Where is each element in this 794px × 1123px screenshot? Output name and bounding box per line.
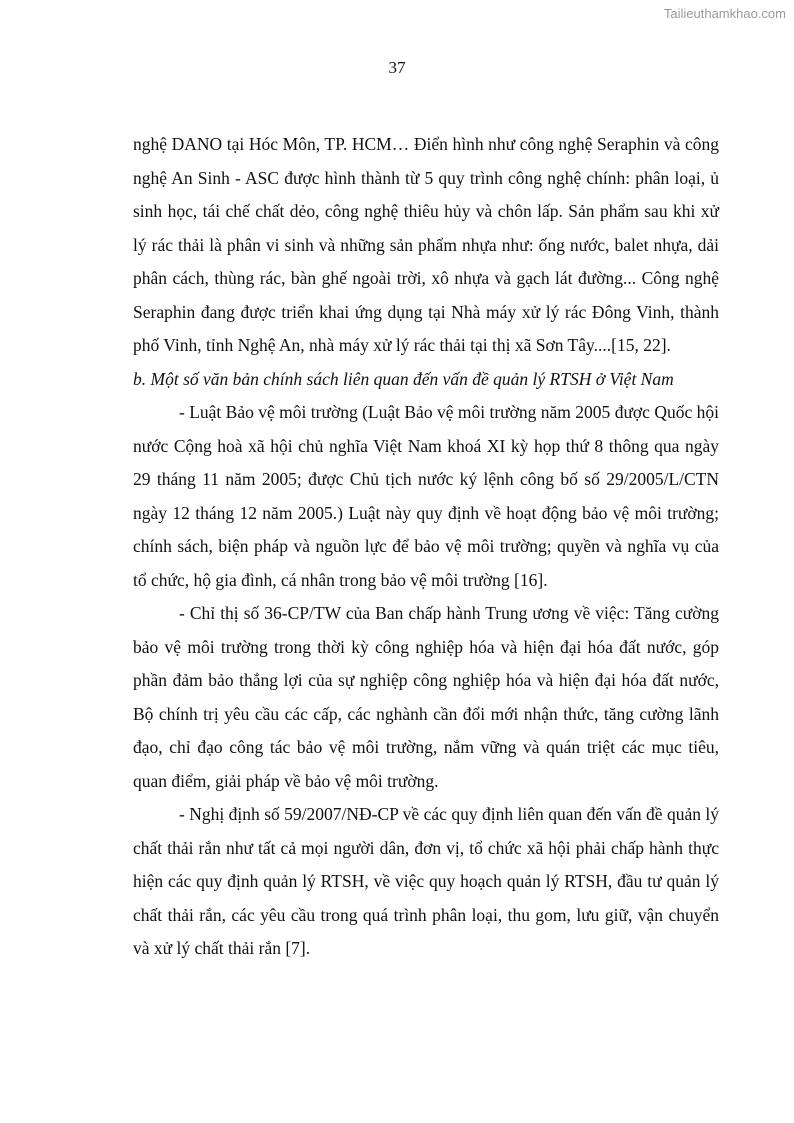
page-number: 37 — [388, 58, 406, 77]
document-body — [133, 128, 719, 966]
paragraph-intro: nghệ DANO tại Hóc Môn, TP. HCM… Điển hình như công nghệ Seraphin và công nghệ An Sinh - ASC được hình thành từ 5 quy trình công nghệ chính: phân loại, ủ sinh học, tái chế chất dẻo, công nghệ thiêu hủy và chôn lấp. Sản phẩm sau khi xử lý rác thải là phân vi sinh và những sản phẩm nhựa như: ống nước, balet nhựa, dải phân cách, thùng rác, bàn ghế ngoài trời, xô nhựa và gạch lát đường... Công nghệ Seraphin đang được triển khai ứng dụng tại Nhà máy xử lý rác Đông Vinh, thành phố Vinh, tỉnh Nghệ An, nhà máy xử lý rác thải tại thị xã Sơn Tây....[15, 22]. — [133, 134, 719, 355]
section-subheading: b. Một số văn bản chính sách liên quan đến vấn đề quản lý RTSH ở Việt Nam — [133, 368, 674, 389]
paragraph-decree: - Nghị định số 59/2007/NĐ-CP về các quy định liên quan đến vấn đề quản lý chất thải rắn như tất cả mọi người dân, đơn vị, tổ chức xã hội phải chấp hành thực hiện các quy định quản lý RTSH, về việc quy hoạch quản lý RTSH, đầu tư quản lý chất thải rắn, các yêu cầu trong quá trình phân loại, thu gom, lưu giữ, vận chuyển và xử lý chất thải rắn [7]. — [133, 804, 719, 958]
paragraph-directive: - Chỉ thị số 36-CP/TW của Ban chấp hành Trung ương về việc: Tăng cường bảo vệ môi trường trong thời kỳ công nghiệp hóa và hiện đại hóa đất nước, góp phần đảm bảo thắng lợi của sự nghiệp công nghiệp hóa và hiện đại hóa đất nước, Bộ chính trị yêu cầu các cấp, các nghành cần đổi mới nhận thức, tăng cường lãnh đạo, chỉ đạo công tác bảo vệ môi trường, nắm vững và quán triệt các mục tiêu, quan điểm, giải pháp về bảo vệ môi trường. — [133, 603, 719, 791]
paragraph-environment-law: - Luật Bảo vệ môi trường (Luật Bảo vệ môi trường năm 2005 được Quốc hội nước Cộng hoà xã hội chủ nghĩa Việt Nam khoá XI kỳ họp thứ 8 thông qua ngày 29 tháng 11 năm 2005; được Chủ tịch nước ký lệnh công bố số 29/2005/L/CTN ngày 12 tháng 12 năm 2005.) Luật này quy định về hoạt động bảo vệ môi trường; chính sách, biện pháp và nguồn lực để bảo vệ môi trường; quyền và nghĩa vụ của tổ chức, hộ gia đình, cá nhân trong bảo vệ môi trường [16]. — [133, 402, 719, 590]
watermark-text: Tailieuthamkhao.com — [663, 6, 786, 21]
